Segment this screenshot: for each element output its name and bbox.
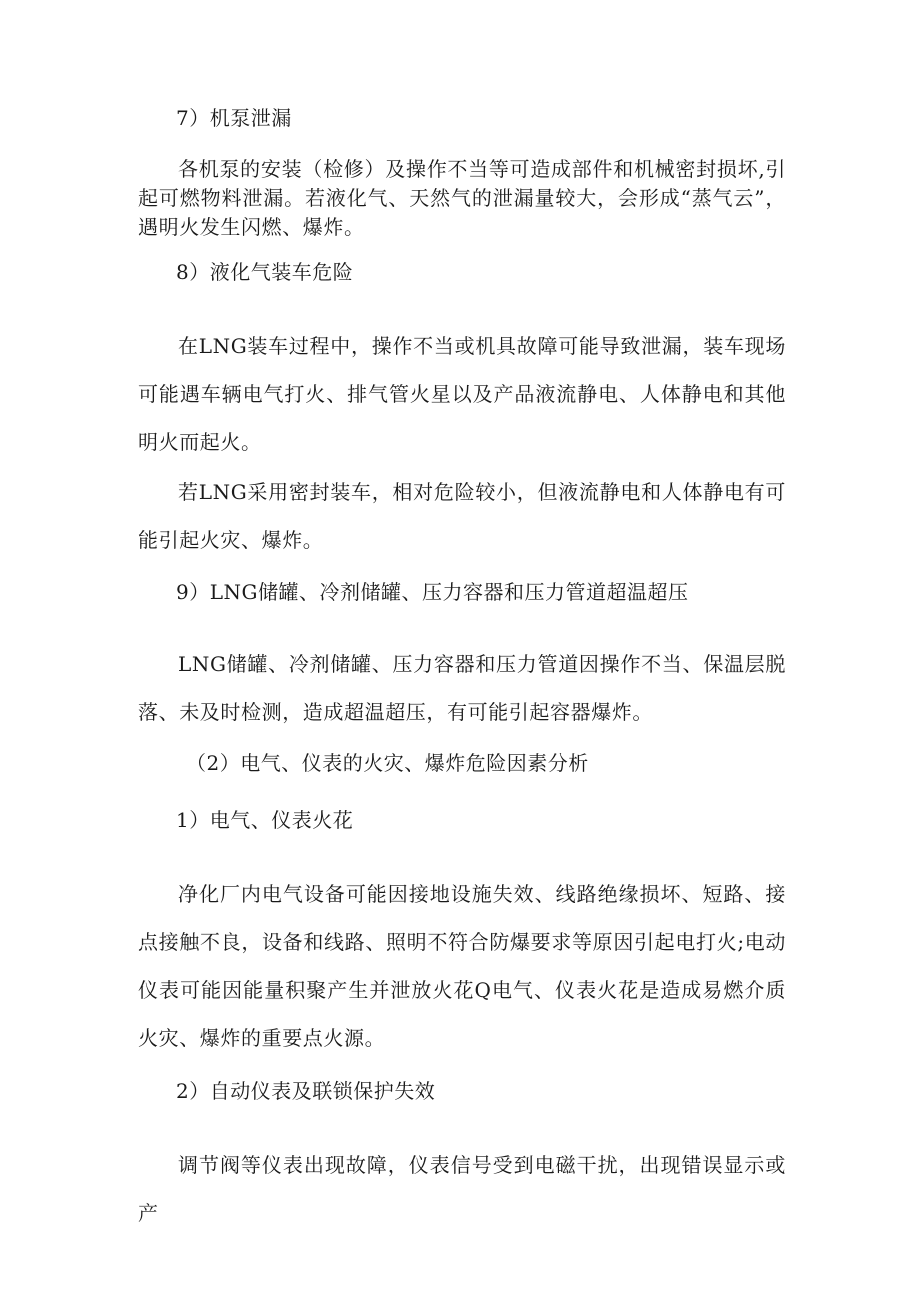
heading-electrical-instrument-analysis: （2）电气、仪表的火灾、爆炸危险因素分析 — [186, 751, 589, 775]
heading-lpg-loading-hazard: 8）液化气装车危险 — [176, 260, 354, 284]
paragraph-pump-leakage: 各机泵的安装（检修）及操作不当等可造成部件和机械密封损坏,引起可燃物料泄漏。若液化气、天然气的泄漏量较大，会形成“蒸气云”，遇明火发生闪燃、爆炸。 — [138, 157, 786, 239]
paragraph-auto-instrument-failure: 调节阀等仪表出现故障，仪表信号受到电磁干扰，出现错误显示或产 — [138, 1153, 786, 1225]
heading-pump-leakage: 7）机泵泄漏 — [176, 106, 292, 130]
paragraph-lng-loading-process: 在LNG装车过程中，操作不当或机具故障可能导致泄漏，装车现场可能遇车辆电气打火、排气管火星以及产品液流静电、人体静电和其他明火而起火。 — [138, 334, 786, 454]
paragraph-lng-tank-overpressure: LNG储罐、冷剂储罐、压力容器和压力管道因操作不当、保温层脱落、未及时检测，造成超温超压，有可能引起容器爆炸。 — [138, 652, 786, 724]
heading-auto-instrument-failure: 2）自动仪表及联锁保护失效 — [176, 1079, 436, 1103]
paragraph-electrical-sparks: 净化厂内电气设备可能因接地设施失效、线路绝缘损坏、短路、接点接触不良，设备和线路、照明不符合防爆要求等原因引起电打火;电动仪表可能因能量积聚产生并泄放火花Q电气、仪表火花是造成易燃介质火灾、爆炸的重要点火源。 — [138, 882, 786, 1050]
paragraph-lng-sealed-loading: 若LNG采用密封装车，相对危险较小，但液流静电和人体静电有可能引起火灾、爆炸。 — [138, 480, 786, 552]
heading-electrical-sparks: 1）电气、仪表火花 — [176, 808, 354, 832]
heading-lng-tank-overpressure: 9）LNG储罐、冷剂储罐、压力容器和压力管道超温超压 — [176, 580, 689, 604]
